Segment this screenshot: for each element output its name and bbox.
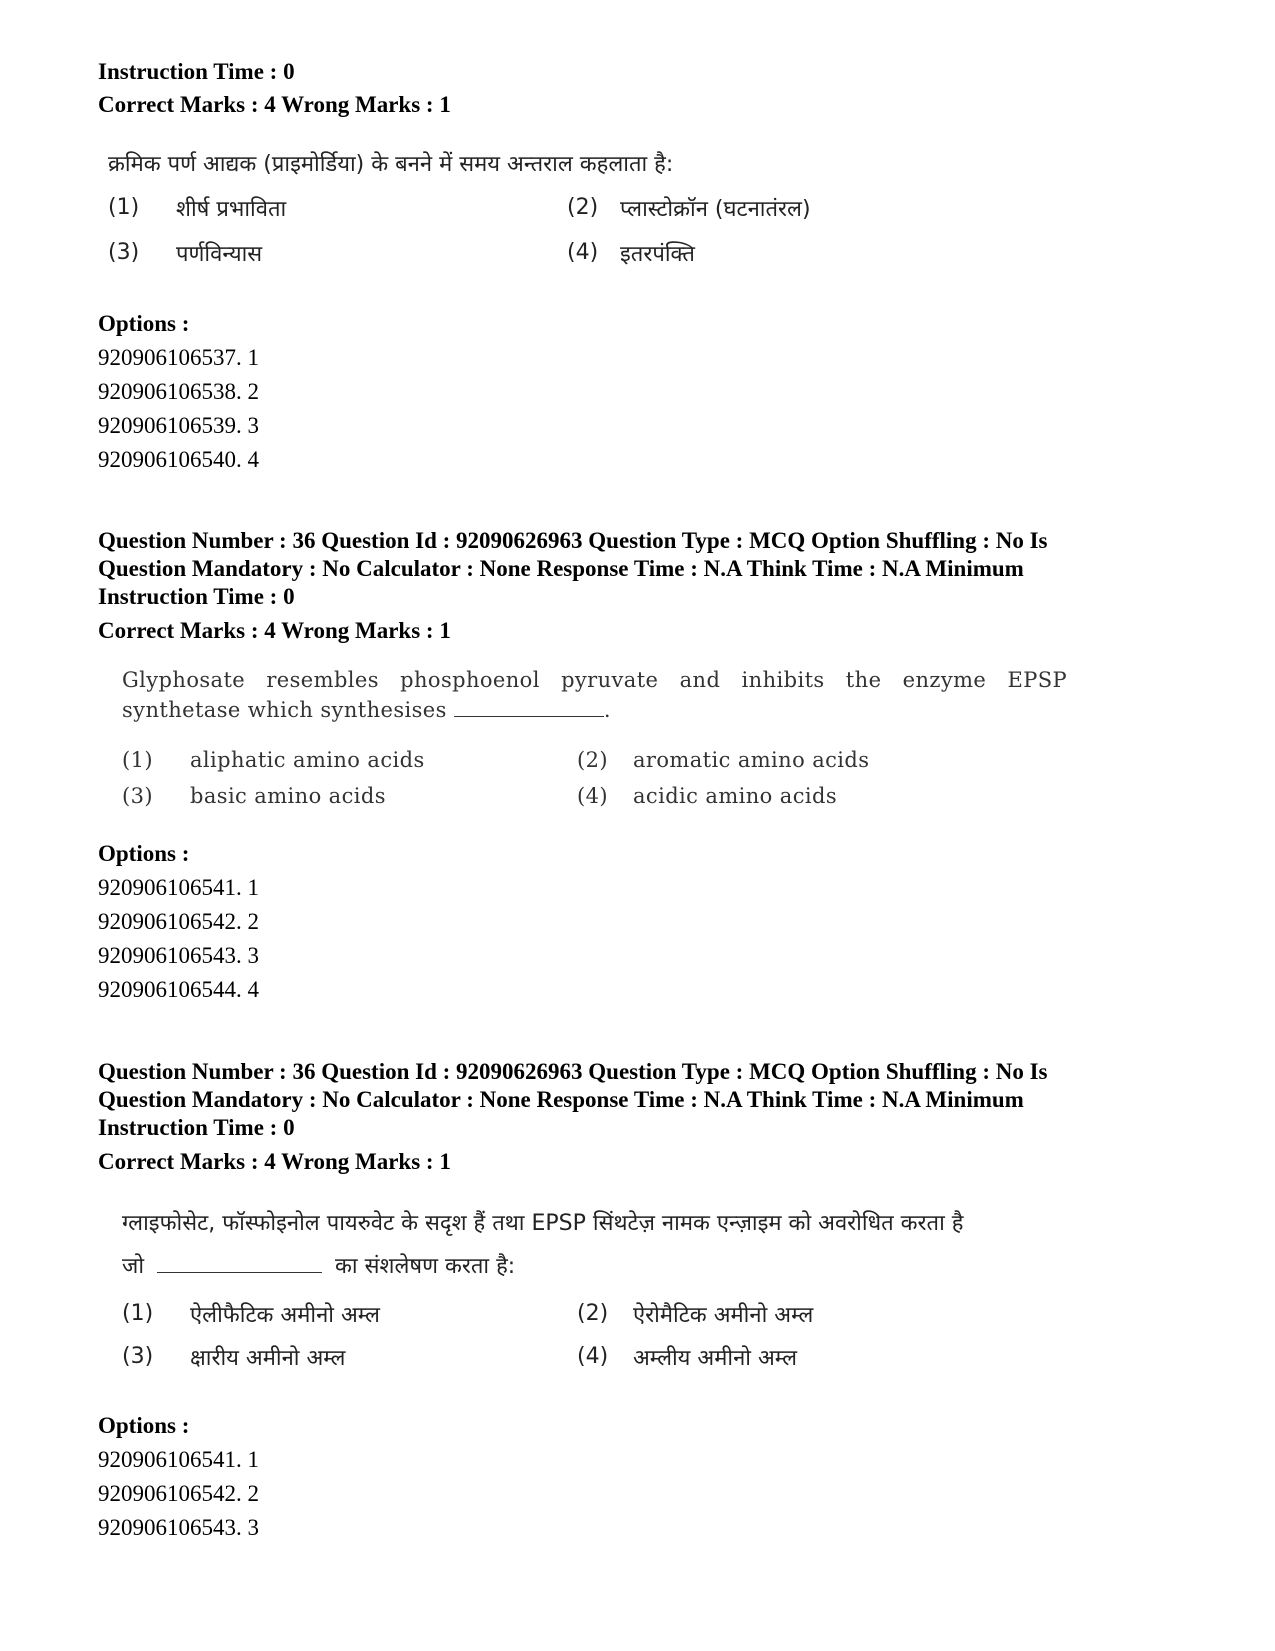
choice-text: प्लास्टोक्रॉन (घटनातंरल) (620, 197, 811, 222)
options-heading: Options : (98, 1413, 190, 1438)
question-period: . (603, 698, 611, 722)
option-item: 920906106542. 2 (98, 1481, 259, 1506)
choice-number: (1) (122, 748, 153, 772)
choice-number: (4) (567, 240, 599, 265)
choice-text: aliphatic amino acids (190, 748, 425, 772)
answer-blank (454, 698, 604, 717)
choice-text: ऐलीफैटिक अमीनो अम्ल (190, 1303, 380, 1328)
question-text-line: ग्लाइफोसेट, फॉस्फोइनोल पायरुवेट के सदृश हैं तथा EPSP सिंथटेज़ नामक एन्ज़ाइम को अवरोधित करता है (122, 1211, 964, 1236)
meta-line: Question Mandatory : No Calculator : None Response Time : N.A Think Time : N.A Minimum (98, 556, 1024, 581)
choice-text: अम्लीय अमीनो अम्ल (633, 1346, 797, 1371)
choice-text: ऐरोमैटिक अमीनो अम्ल (633, 1303, 814, 1328)
meta-line: Question Number : 36 Question Id : 92090626963 Question Type : MCQ Option Shuffling : No Is (98, 528, 1048, 553)
meta-line: Question Number : 36 Question Id : 92090626963 Question Type : MCQ Option Shuffling : No Is (98, 1059, 1048, 1084)
choice-text: इतरपंक्ति (620, 242, 695, 267)
choice-number: (2) (577, 748, 608, 772)
option-item: 920906106541. 1 (98, 1447, 259, 1472)
option-item: 920906106537. 1 (98, 345, 259, 370)
option-item: 920906106543. 3 (98, 1515, 259, 1540)
meta-line: Question Mandatory : No Calculator : None Response Time : N.A Think Time : N.A Minimum (98, 1087, 1024, 1112)
options-heading: Options : (98, 311, 190, 336)
choice-number: (3) (122, 1344, 154, 1369)
choice-text: शीर्ष प्रभाविता (176, 197, 287, 222)
answer-blank (157, 1254, 322, 1273)
meta-line: Correct Marks : 4 Wrong Marks : 1 (98, 92, 451, 117)
question-text-line (122, 1250, 515, 1280)
options-heading: Options : (98, 841, 190, 866)
choice-text: acidic amino acids (633, 784, 838, 808)
choice-number: (4) (577, 1344, 609, 1369)
question-text-line (122, 698, 611, 722)
option-item: 920906106542. 2 (98, 909, 259, 934)
option-item: 920906106538. 2 (98, 379, 259, 404)
meta-line: Instruction Time : 0 (98, 59, 295, 84)
question-text: का संशलेषण करता है: (335, 1254, 516, 1279)
choice-text: क्षारीय अमीनो अम्ल (190, 1346, 346, 1371)
question-text: क्रमिक पर्ण आद्यक (प्राइमोर्डिया) के बनने में समय अन्तराल कहलाता है: (108, 152, 674, 177)
choice-number: (3) (122, 784, 153, 808)
choice-number: (4) (577, 784, 608, 808)
choice-number: (2) (567, 195, 599, 220)
choice-text: aromatic amino acids (633, 748, 870, 772)
option-item: 920906106541. 1 (98, 875, 259, 900)
option-item: 920906106543. 3 (98, 943, 259, 968)
choice-text: पर्णविन्यास (176, 242, 263, 267)
question-text: synthetase which synthesises (122, 698, 447, 722)
choice-number: (3) (108, 240, 140, 265)
choice-number: (1) (122, 1301, 154, 1326)
meta-line: Correct Marks : 4 Wrong Marks : 1 (98, 1149, 451, 1174)
option-item: 920906106540. 4 (98, 447, 259, 472)
choice-number: (1) (108, 195, 140, 220)
option-item: 920906106539. 3 (98, 413, 259, 438)
option-item: 920906106544. 4 (98, 977, 259, 1002)
meta-line: Instruction Time : 0 (98, 584, 295, 609)
meta-line: Correct Marks : 4 Wrong Marks : 1 (98, 618, 451, 643)
meta-line: Instruction Time : 0 (98, 1115, 295, 1140)
question-text-line: Glyphosate resembles phosphoenol pyruvate and inhibits the enzyme EPSP (122, 668, 1068, 692)
question-text: जो (122, 1254, 145, 1279)
choice-number: (2) (577, 1301, 609, 1326)
choice-text: basic amino acids (190, 784, 386, 808)
